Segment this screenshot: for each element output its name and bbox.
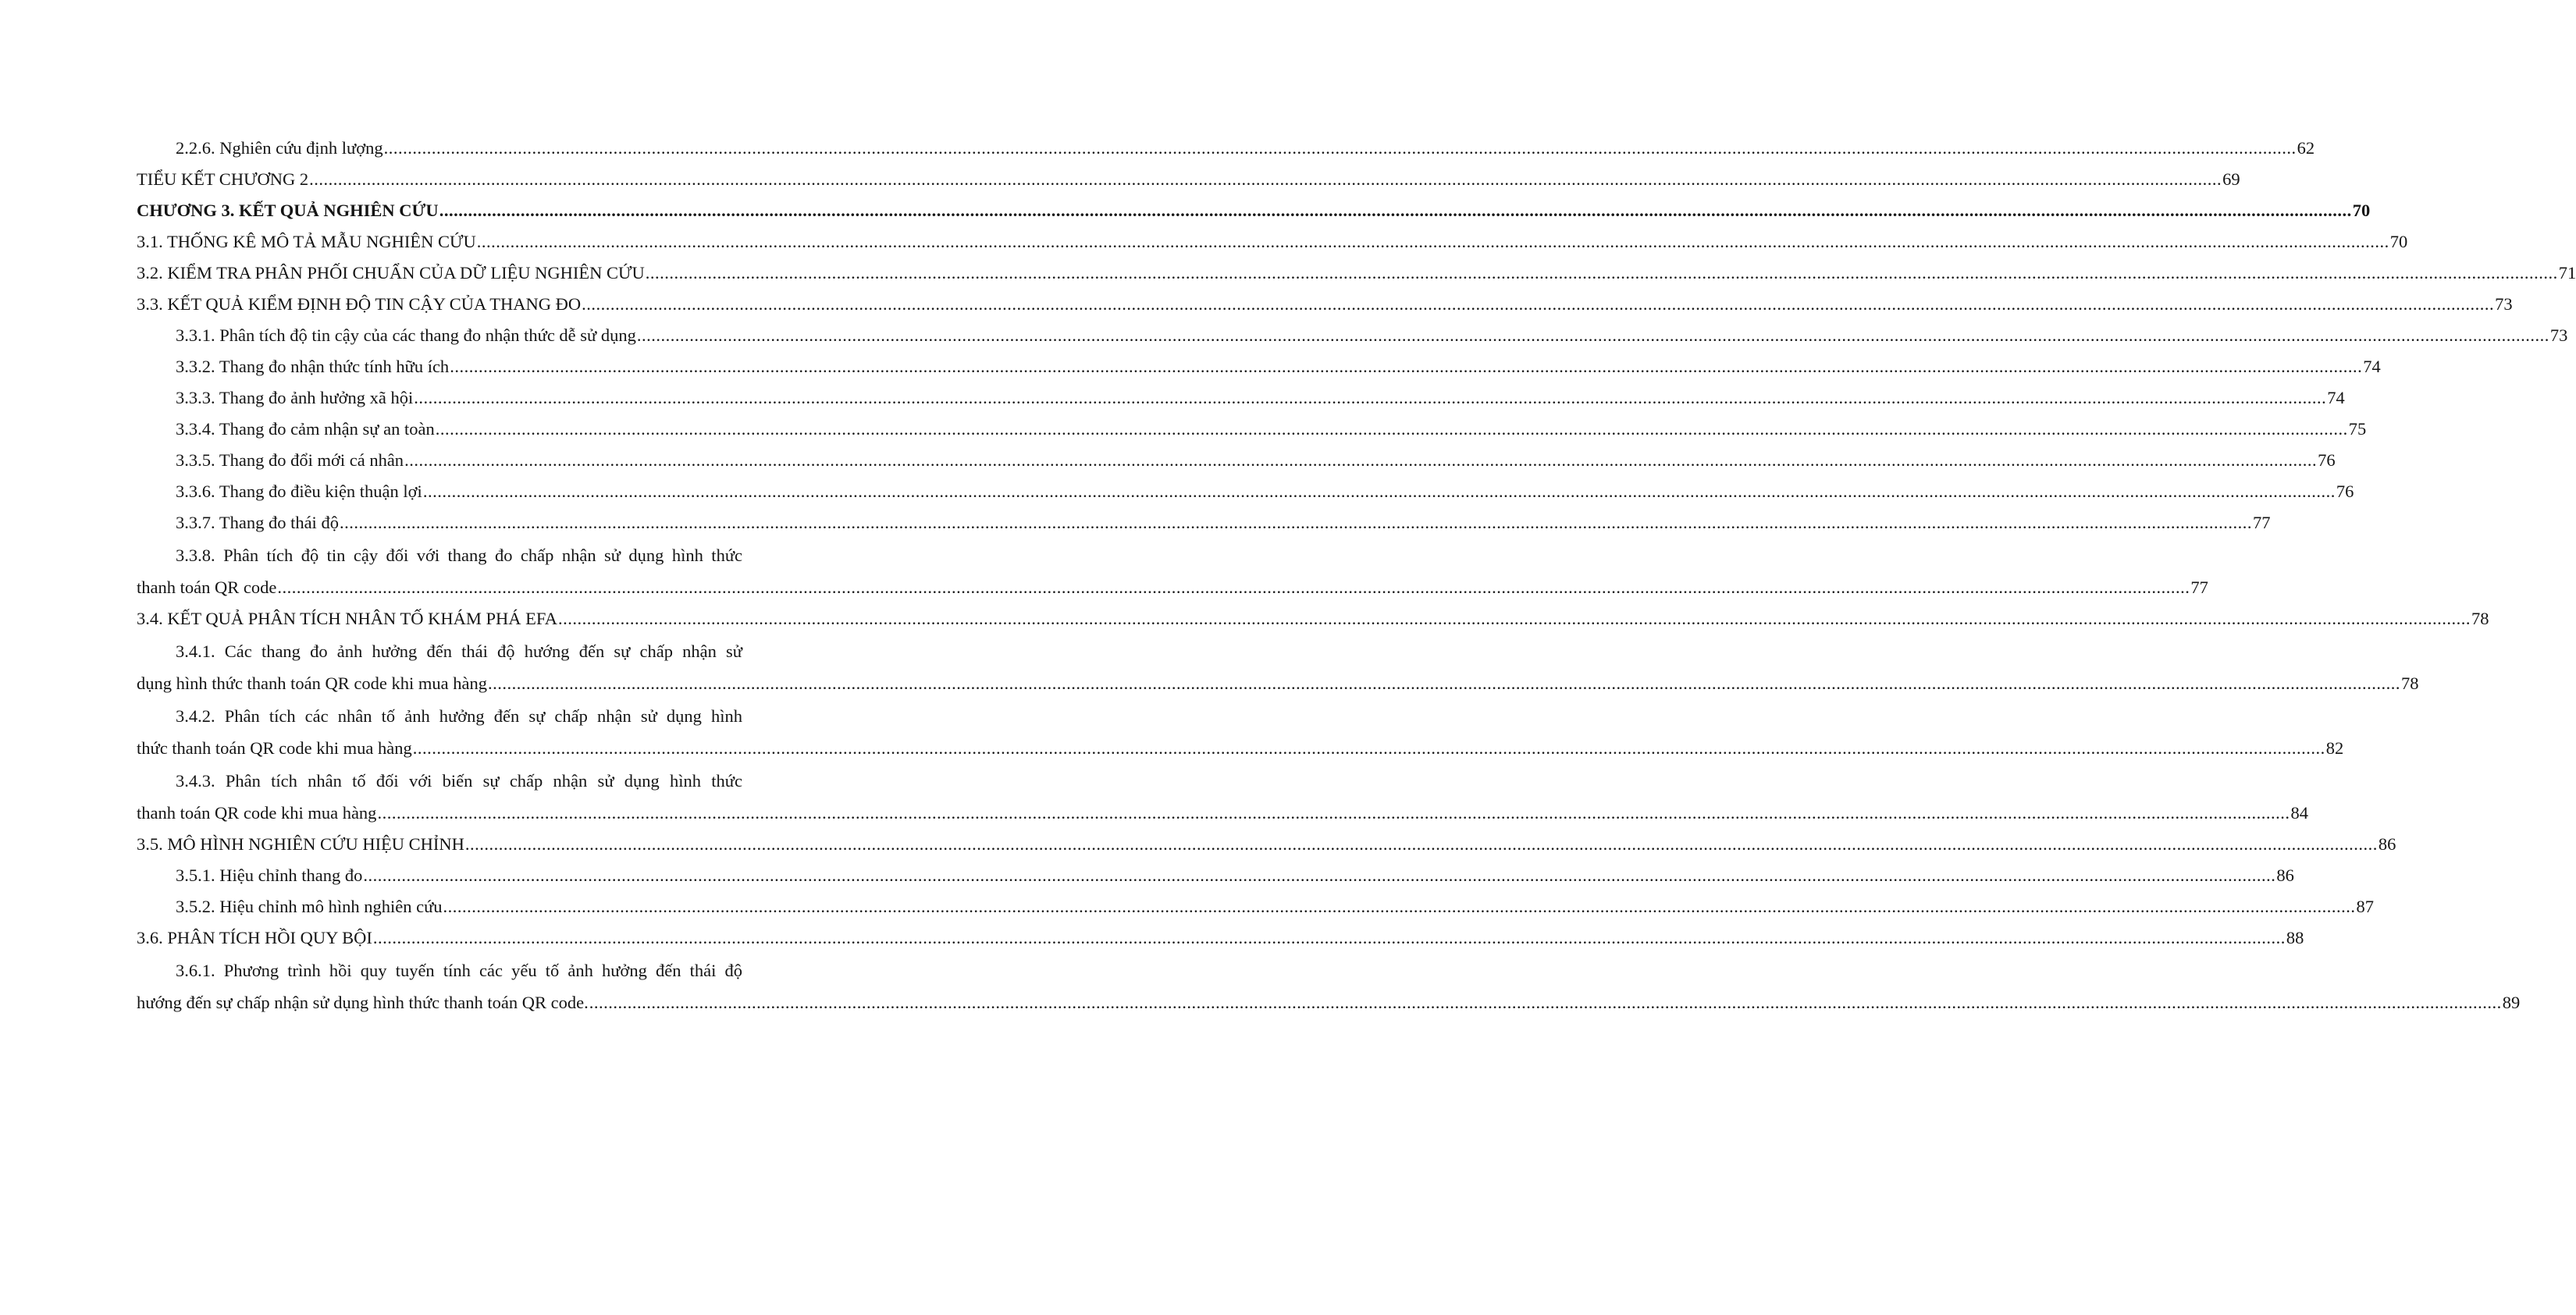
toc-entry-title: 3.3.7. Thang đo thái độ	[176, 513, 339, 532]
toc-entry-title: 3.5. MÔ HÌNH NGHIÊN CỨU HIỆU CHỈNH	[137, 834, 464, 854]
toc-page-number: 73	[2549, 325, 2568, 345]
toc-page-number: 70	[2352, 201, 2371, 220]
toc-entry-title: 3.1. THỐNG KÊ MÔ TẢ MẪU NGHIÊN CỨU	[137, 232, 476, 251]
toc-line	[137, 987, 2521, 1018]
toc-entry-title: 3.4. KẾT QUẢ PHÂN TÍCH NHÂN TỐ KHÁM PHÁ EFA	[137, 609, 557, 628]
toc-entry-title: 3.3.3. Thang đo ảnh hưởng xã hội	[176, 388, 414, 407]
dot-leader: ................................................................................................................................................................................................................................................................................................................................................................................................................	[404, 450, 2318, 470]
dot-leader: ................................................................................................................................................................................................................................................................................................................................................................................................................	[488, 673, 2400, 693]
dot-leader: ................................................................................................................................................................................................................................................................................................................................................................................................................	[363, 865, 2276, 885]
toc-entry	[137, 258, 2576, 289]
dot-leader: ................................................................................................................................................................................................................................................................................................................................................................................................................	[435, 419, 2348, 439]
dot-leader: ................................................................................................................................................................................................................................................................................................................................................................................................................	[464, 834, 2378, 854]
toc-entry	[137, 476, 2354, 507]
toc-entry	[137, 699, 2344, 764]
toc-entry	[137, 829, 2396, 860]
dot-leader: ................................................................................................................................................................................................................................................................................................................................................................................................................	[645, 263, 2558, 283]
toc-entry-title: 3.4.1. Các thang đo ảnh hưởng đến thái độ hướng đến sự chấp nhận sử	[176, 642, 742, 661]
toc-entry-title: thanh toán QR code	[137, 578, 277, 597]
toc-page-number: 82	[2325, 738, 2344, 758]
toc-line	[137, 538, 742, 572]
dot-leader: ................................................................................................................................................................................................................................................................................................................................................................................................................	[277, 578, 2190, 597]
toc-entry	[137, 603, 2489, 634]
toc-line	[137, 351, 2381, 382]
toc-entry-title: thanh toán QR code khi mua hàng	[137, 803, 377, 823]
toc-line	[137, 258, 2576, 289]
dot-leader: ................................................................................................................................................................................................................................................................................................................................................................................................................	[443, 897, 2356, 916]
toc-page-number: 74	[2327, 388, 2345, 407]
toc-line	[137, 414, 2367, 445]
toc-line	[137, 572, 2208, 603]
toc-entry	[137, 507, 2271, 538]
toc-entry	[137, 320, 2568, 351]
toc-line	[137, 668, 2419, 699]
toc-page-number: 76	[2318, 450, 2336, 470]
toc-entry-title: 3.6. PHÂN TÍCH HỒI QUY BỘI	[137, 928, 372, 947]
toc-entry	[137, 289, 2513, 320]
toc-entry-title: 3.3.2. Thang đo nhận thức tính hữu ích	[176, 357, 450, 376]
toc-entry	[137, 634, 2419, 699]
toc-entry-title: 3.4.3. Phân tích nhân tố đối với biến sự chấp nhận sử dụng hình thức	[176, 771, 742, 791]
toc-entry	[137, 382, 2345, 414]
toc-line	[137, 164, 2240, 195]
dot-leader: ................................................................................................................................................................................................................................................................................................................................................................................................................	[450, 357, 2363, 376]
toc-line	[137, 733, 2344, 764]
toc-page-number: 89	[2502, 993, 2521, 1012]
toc-entry	[137, 351, 2381, 382]
toc-line	[137, 445, 2336, 476]
toc-page-number: 77	[2190, 578, 2208, 597]
toc-entry-title: 3.3. KẾT QUẢ KIỂM ĐỊNH ĐỘ TIN CẬY CỦA THANG ĐO	[137, 294, 582, 314]
toc-line	[137, 860, 2294, 891]
toc-entry	[137, 764, 2308, 829]
toc-entry	[137, 891, 2375, 922]
toc-page-number: 73	[2495, 294, 2513, 314]
dot-leader: ................................................................................................................................................................................................................................................................................................................................................................................................................	[636, 325, 2549, 345]
toc-entry	[137, 922, 2304, 954]
toc-entry-title: hướng đến sự chấp nhận sử dụng hình thức thanh toán QR code.	[137, 993, 589, 1012]
toc-line	[137, 922, 2304, 954]
toc-line	[137, 133, 2315, 164]
toc-entry-title: 3.3.5. Thang đo đổi mới cá nhân	[176, 450, 404, 470]
toc-entry-title: 3.2. KIỂM TRA PHÂN PHỐI CHUẨN CỦA DỮ LIỆU NGHIÊN CỨU	[137, 263, 645, 283]
toc-page-number: 78	[2401, 673, 2419, 693]
toc-line	[137, 891, 2375, 922]
toc-entry-title: 3.6.1. Phương trình hồi quy tuyến tính các yếu tố ảnh hưởng đến thái độ	[176, 961, 742, 980]
toc-line	[137, 829, 2396, 860]
toc-entry-title: 3.4.2. Phân tích các nhân tố ảnh hưởng đến sự chấp nhận sử dụng hình	[176, 706, 742, 726]
toc-entry-title: 3.5.1. Hiệu chỉnh thang đo	[176, 865, 363, 885]
toc-page-number: 75	[2348, 419, 2367, 439]
toc-line	[137, 382, 2345, 414]
toc-page-number: 74	[2363, 357, 2381, 376]
dot-leader: ................................................................................................................................................................................................................................................................................................................................................................................................................	[372, 928, 2286, 947]
toc-line	[137, 195, 2371, 226]
toc-entry	[137, 164, 2240, 195]
toc-page-number: 70	[2389, 232, 2408, 251]
dot-leader: ................................................................................................................................................................................................................................................................................................................................................................................................................	[412, 738, 2325, 758]
toc-line	[137, 507, 2271, 538]
toc-entry-title: dụng hình thức thanh toán QR code khi mua hàng	[137, 673, 487, 693]
toc-entry-title: 3.3.4. Thang đo cảm nhận sự an toàn	[176, 419, 435, 439]
dot-leader: ................................................................................................................................................................................................................................................................................................................................................................................................................	[476, 232, 2389, 251]
toc-page-number: 84	[2290, 803, 2308, 823]
toc-entry	[137, 414, 2367, 445]
toc-entry-title: 3.3.1. Phân tích độ tin cậy của các thang đo nhận thức dễ sử dụng	[176, 325, 636, 345]
toc-entry	[137, 195, 2371, 226]
toc-page-number: 86	[2378, 834, 2396, 854]
dot-leader: ................................................................................................................................................................................................................................................................................................................................................................................................................	[339, 513, 2252, 532]
toc-line	[137, 954, 742, 987]
toc-page-number: 78	[2471, 609, 2489, 628]
dot-leader: ................................................................................................................................................................................................................................................................................................................................................................................................................	[439, 201, 2352, 220]
dot-leader: ................................................................................................................................................................................................................................................................................................................................................................................................................	[557, 609, 2471, 628]
dot-leader: ................................................................................................................................................................................................................................................................................................................................................................................................................	[414, 388, 2327, 407]
toc-entry-title: 3.3.6. Thang đo điều kiện thuận lợi	[176, 482, 422, 501]
toc-page-number: 88	[2286, 928, 2304, 947]
toc-page-number: 77	[2252, 513, 2271, 532]
toc-entry-title: 2.2.6. Nghiên cứu định lượng	[176, 138, 383, 158]
toc-entry	[137, 954, 2521, 1018]
toc-line	[137, 699, 742, 733]
toc-entry	[137, 538, 2208, 603]
toc-entry	[137, 226, 2408, 258]
table-of-contents	[137, 133, 2576, 1018]
toc-line	[137, 476, 2354, 507]
toc-entry	[137, 860, 2294, 891]
toc-page-number: 69	[2222, 169, 2240, 189]
toc-entry-title: 3.5.2. Hiệu chỉnh mô hình nghiên cứu	[176, 897, 443, 916]
dot-leader: ................................................................................................................................................................................................................................................................................................................................................................................................................	[309, 169, 2222, 189]
toc-page-number: 87	[2356, 897, 2375, 916]
toc-line	[137, 764, 742, 798]
toc-entry	[137, 445, 2336, 476]
toc-line	[137, 798, 2308, 829]
dot-leader: ................................................................................................................................................................................................................................................................................................................................................................................................................	[377, 803, 2290, 823]
toc-line	[137, 320, 2568, 351]
toc-page-number: 62	[2297, 138, 2315, 158]
toc-entry-title: thức thanh toán QR code khi mua hàng	[137, 738, 412, 758]
toc-line	[137, 634, 742, 668]
dot-leader: ................................................................................................................................................................................................................................................................................................................................................................................................................	[589, 993, 2502, 1012]
toc-line	[137, 603, 2489, 634]
toc-line	[137, 289, 2513, 320]
toc-page-number: 71	[2558, 263, 2576, 283]
dot-leader: ................................................................................................................................................................................................................................................................................................................................................................................................................	[422, 482, 2336, 501]
toc-line	[137, 226, 2408, 258]
toc-entry-title: CHƯƠNG 3. KẾT QUẢ NGHIÊN CỨU	[137, 201, 439, 220]
toc-entry-title: TIỂU KẾT CHƯƠNG 2	[137, 169, 309, 189]
toc-page-number: 76	[2336, 482, 2354, 501]
toc-page-number: 86	[2276, 865, 2294, 885]
toc-entry	[137, 133, 2315, 164]
dot-leader: ................................................................................................................................................................................................................................................................................................................................................................................................................	[383, 138, 2297, 158]
dot-leader: ................................................................................................................................................................................................................................................................................................................................................................................................................	[582, 294, 2495, 314]
toc-entry-title: 3.3.8. Phân tích độ tin cậy đối với thang đo chấp nhận sử dụng hình thức	[176, 546, 742, 565]
